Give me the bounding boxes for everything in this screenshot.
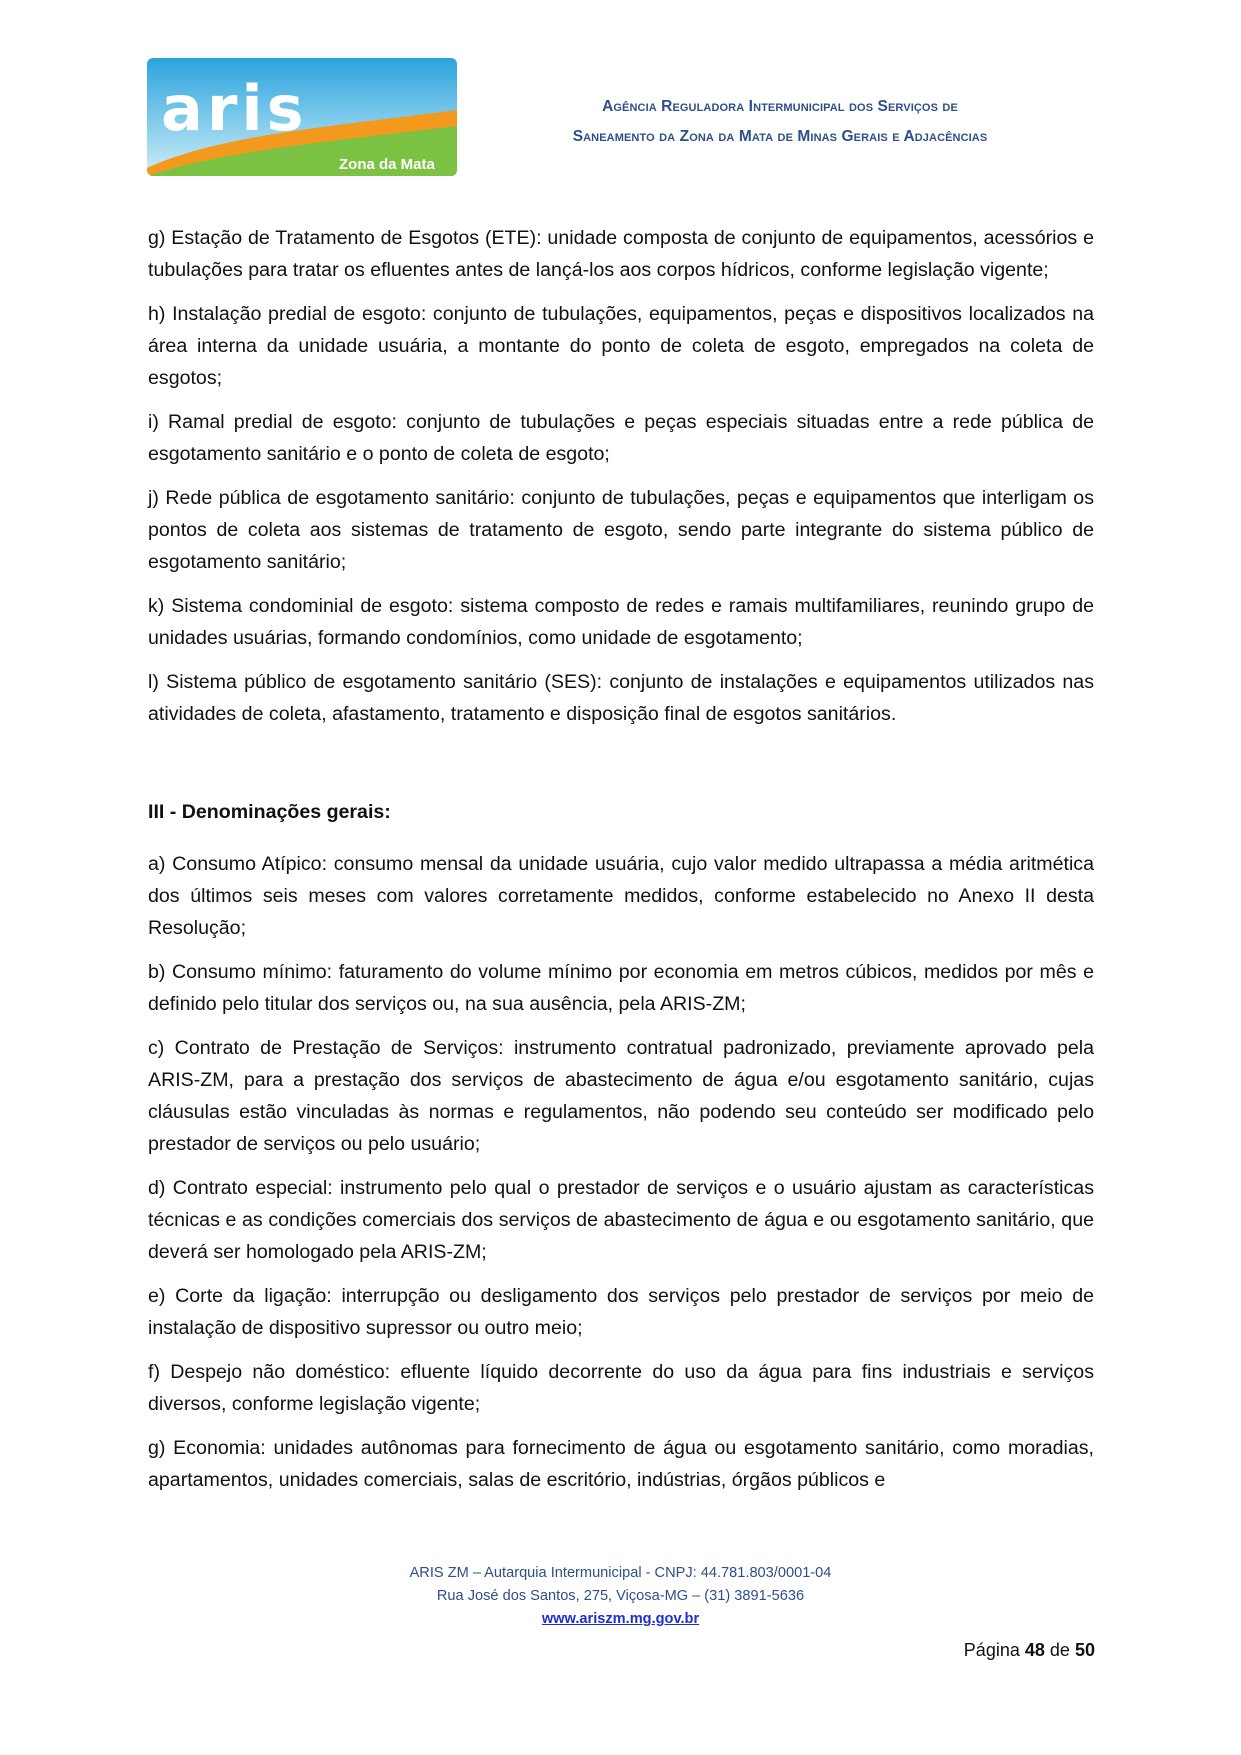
- logo-graphic: [147, 58, 457, 176]
- definition-j-rede-publica: j) Rede pública de esgotamento sanitário: conjunto de tubulações, peças e equipamentos que interligam os pontos de coleta aos sistemas de tratamento de esgoto, sendo parte integrante do sistema público de esgotamento sanitário;: [148, 487, 1094, 573]
- definition-l-ses: l) Sistema público de esgotamento sanitário (SES): conjunto de instalações e equipamentos utilizados nas atividades de coleta, afastamento, tratamento e disposição final de esgotos sanitários.: [148, 671, 1094, 725]
- logo-subtitle: Zona da Mata: [339, 156, 435, 173]
- page-label: Página: [963, 1640, 1020, 1660]
- aris-logo: [147, 58, 457, 176]
- page-total: 50: [1074, 1640, 1095, 1660]
- footer-address-line: Rua José dos Santos, 275, Viçosa-MG – (31) 3891-5636: [436, 1588, 805, 1604]
- definition-b-consumo-minimo: b) Consumo mínimo: faturamento do volume mínimo por economia em metros cúbicos, medidos por mês e definido pelo titular dos serviços ou, na sua ausência, pela ARIS-ZM;: [148, 961, 1094, 1015]
- definition-e-corte-ligacao: e) Corte da ligação: interrupção ou desligamento dos serviços pelo prestador de serviços por meio de instalação de dispositivo supressor ou outro meio;: [148, 1285, 1094, 1339]
- definition-c-contrato-prestacao: c) Contrato de Prestação de Serviços: instrumento contratual padronizado, previamente aprovado pela ARIS-ZM, para a prestação dos serviços de abastecimento de água e/ou esgotamento sanitário, cujas cláusulas estão vinculadas às normas e regulamentos, não podendo seu conteúdo ser modificado pelo prestador de serviços ou pelo usuário;: [148, 1037, 1094, 1155]
- definition-d-contrato-especial: d) Contrato especial: instrumento pelo qual o prestador de serviços e o usuário ajustam as características técnicas e as condições comerciais dos serviços de abastecimento de água e ou esgotamento sanitário, que deverá ser homologado pela ARIS-ZM;: [148, 1177, 1094, 1263]
- org-line-1: Agência Reguladora Intermunicipal dos Serviços de: [602, 98, 958, 115]
- definition-g-ete: g) Estação de Tratamento de Esgotos (ETE): unidade composta de conjunto de equipamentos, acessórios e tubulações para tratar os efluentes antes de lançá-los aos corpos hídricos, conforme legislação vigente;: [148, 227, 1094, 281]
- page-of: de: [1049, 1640, 1070, 1660]
- logo-wordmark: aris: [161, 72, 308, 145]
- document-body: [148, 222, 1094, 1508]
- section-heading: III - Denominações gerais:: [148, 801, 391, 823]
- definition-k-sistema-condominial: k) Sistema condominial de esgoto: sistema composto de redes e ramais multifamiliares, reunindo grupo de unidades usuárias, formando condomínios, como unidade de esgotamento;: [148, 595, 1094, 649]
- org-line-2: Saneamento da Zona da Mata de Minas Gerais e Adjacências: [572, 128, 988, 145]
- definition-a-consumo-atipico: a) Consumo Atípico: consumo mensal da unidade usuária, cujo valor medido ultrapassa a média aritmética dos últimos seis meses com valores corretamente medidos, conforme estabelecido no Anexo II desta Resolução;: [148, 853, 1094, 939]
- page-current: 48: [1024, 1640, 1045, 1660]
- footer-org-line: ARIS ZM – Autarquia Intermunicipal - CNPJ: 44.781.803/0001-04: [409, 1565, 832, 1581]
- page-footer: [0, 1562, 1241, 1631]
- page-number: [964, 1640, 1095, 1661]
- website-link[interactable]: www.ariszm.mg.gov.br: [541, 1611, 700, 1627]
- definition-f-despejo-nao-domestico: f) Despejo não doméstico: efluente líquido decorrente do uso da água para fins industriais e serviços diversos, conforme legislação vigente;: [148, 1361, 1094, 1415]
- section-spacer: [148, 742, 1094, 796]
- definition-i-ramal-predial: i) Ramal predial de esgoto: conjunto de tubulações e peças especiais situadas entre a rede pública de esgotamento sanitário e o ponto de coleta de esgoto;: [148, 411, 1094, 465]
- definition-h-instalacao-predial: h) Instalação predial de esgoto: conjunto de tubulações, equipamentos, peças e dispositivos localizados na área interna da unidade usuária, a montante do ponto de coleta de esgoto, empregados na coleta de esgotos;: [148, 303, 1094, 389]
- organization-name: [520, 92, 1040, 152]
- definition-g-economia: g) Economia: unidades autônomas para fornecimento de água ou esgotamento sanitário, como moradias, apartamentos, unidades comerciais, salas de escritório, indústrias, órgãos públicos e: [148, 1437, 1094, 1491]
